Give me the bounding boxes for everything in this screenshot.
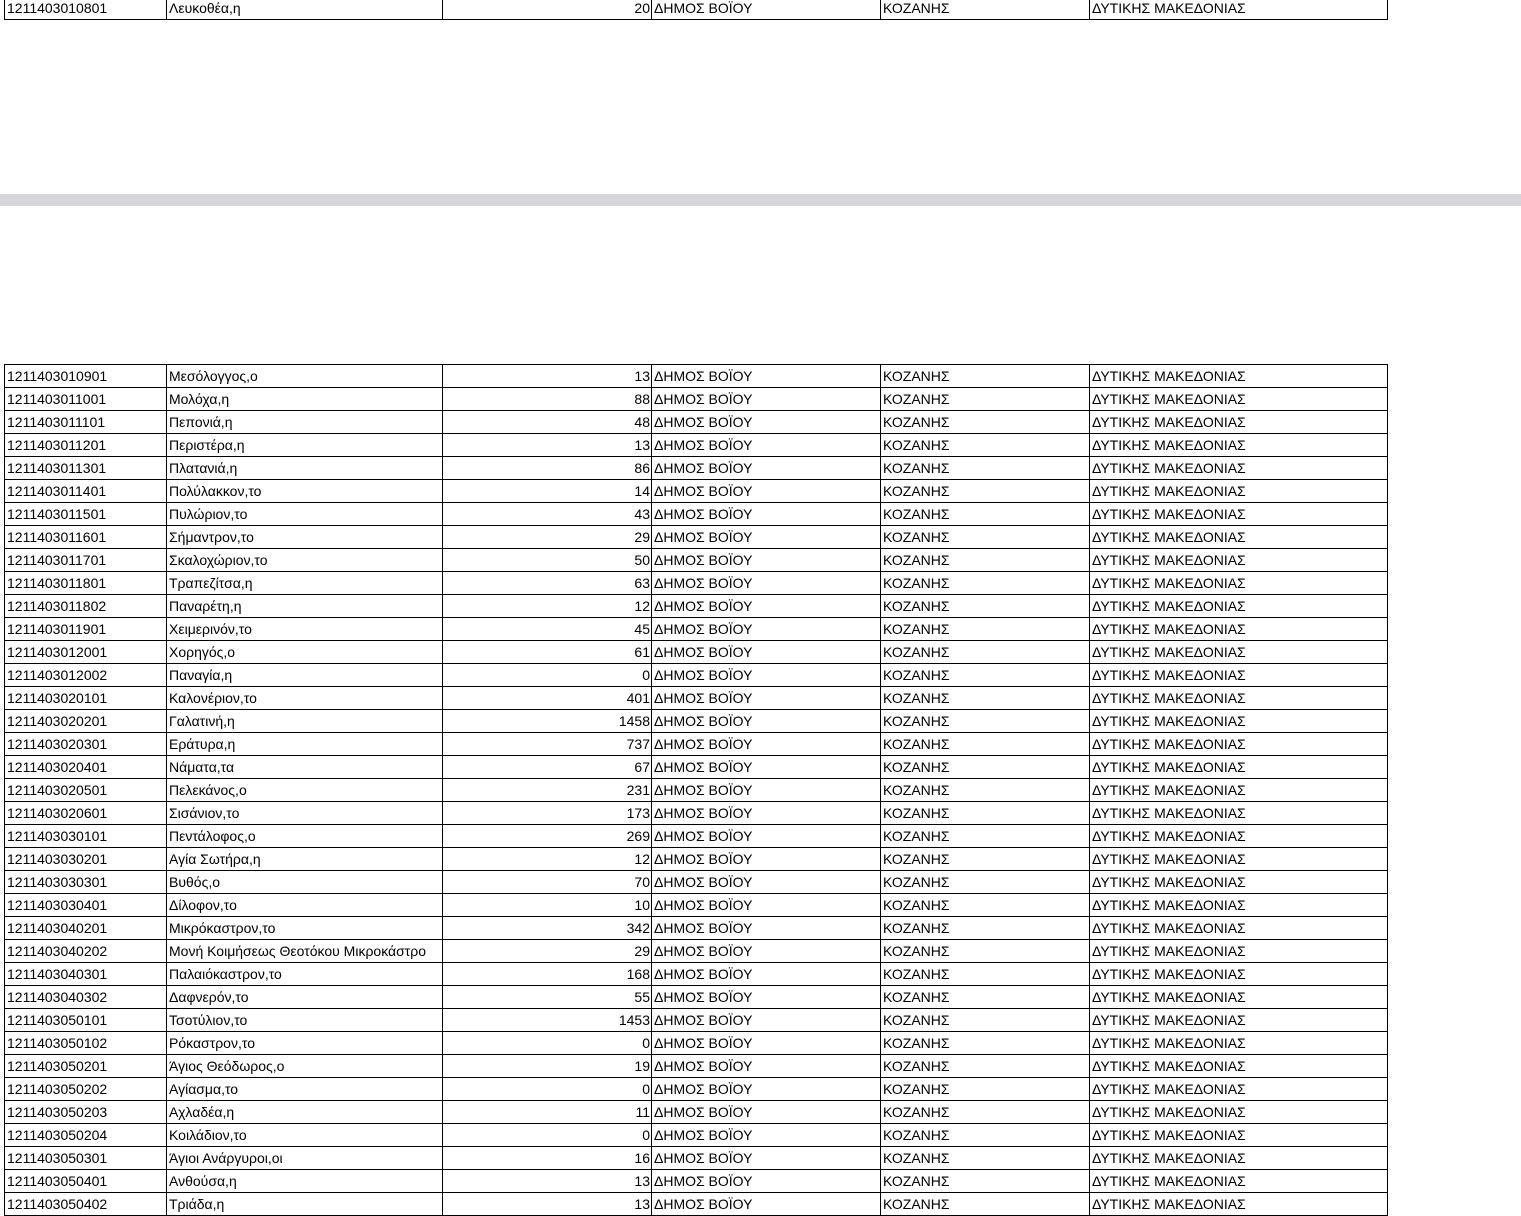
table-row [5, 549, 1388, 572]
cell-region: ΔΥΤΙΚΗΣ ΜΑΚΕΔΟΝΙΑΣ [1090, 1101, 1388, 1124]
cell-municipality: ΔΗΜΟΣ ΒΟΪΟΥ [652, 526, 881, 549]
cell-population: 50 [443, 549, 652, 572]
cell-code: 1211403050401 [5, 1170, 167, 1193]
cell-settlement: Ανθούσα,η [167, 1170, 443, 1193]
cell-population: 1458 [443, 710, 652, 733]
cell-settlement: Τσοτύλιον,το [167, 1009, 443, 1032]
table-row [5, 1124, 1388, 1147]
cell-municipality: ΔΗΜΟΣ ΒΟΪΟΥ [652, 963, 881, 986]
cell-municipality: ΔΗΜΟΣ ΒΟΪΟΥ [652, 365, 881, 388]
cell-population: 16 [443, 1147, 652, 1170]
cell-code: 1211403040201 [5, 917, 167, 940]
cell-region: ΔΥΤΙΚΗΣ ΜΑΚΕΔΟΝΙΑΣ [1090, 779, 1388, 802]
cell-region: ΔΥΤΙΚΗΣ ΜΑΚΕΔΟΝΙΑΣ [1090, 1147, 1388, 1170]
cell-population: 29 [443, 940, 652, 963]
cell-regional-unit: ΚΟΖΑΝΗΣ [881, 940, 1090, 963]
cell-settlement: Καλονέριον,το [167, 687, 443, 710]
cell-settlement: Λευκοθέα,η [167, 0, 443, 20]
cell-regional-unit: ΚΟΖΑΝΗΣ [881, 894, 1090, 917]
cell-municipality: ΔΗΜΟΣ ΒΟΪΟΥ [652, 1147, 881, 1170]
cell-population: 13 [443, 1193, 652, 1216]
page-break-divider [0, 194, 1521, 206]
cell-region: ΔΥΤΙΚΗΣ ΜΑΚΕΔΟΝΙΑΣ [1090, 733, 1388, 756]
cell-population: 231 [443, 779, 652, 802]
cell-settlement: Τριάδα,η [167, 1193, 443, 1216]
cell-settlement: Σκαλοχώριον,το [167, 549, 443, 572]
cell-municipality: ΔΗΜΟΣ ΒΟΪΟΥ [652, 595, 881, 618]
table-row [5, 1055, 1388, 1078]
cell-population: 10 [443, 894, 652, 917]
cell-code: 1211403040302 [5, 986, 167, 1009]
cell-population: 173 [443, 802, 652, 825]
cell-code: 1211403011802 [5, 595, 167, 618]
cell-population: 14 [443, 480, 652, 503]
cell-code: 1211403020301 [5, 733, 167, 756]
cell-code: 1211403050204 [5, 1124, 167, 1147]
cell-code: 1211403050402 [5, 1193, 167, 1216]
cell-population: 342 [443, 917, 652, 940]
cell-region: ΔΥΤΙΚΗΣ ΜΑΚΕΔΟΝΙΑΣ [1090, 1193, 1388, 1216]
cell-region: ΔΥΤΙΚΗΣ ΜΑΚΕΔΟΝΙΑΣ [1090, 1032, 1388, 1055]
cell-population: 61 [443, 641, 652, 664]
cell-settlement: Αγία Σωτήρα,η [167, 848, 443, 871]
cell-population: 67 [443, 756, 652, 779]
cell-regional-unit: ΚΟΖΑΝΗΣ [881, 595, 1090, 618]
cell-region: ΔΥΤΙΚΗΣ ΜΑΚΕΔΟΝΙΑΣ [1090, 1055, 1388, 1078]
cell-settlement: Δαφνερόν,το [167, 986, 443, 1009]
table-row [5, 733, 1388, 756]
table-row [5, 572, 1388, 595]
cell-municipality: ΔΗΜΟΣ ΒΟΪΟΥ [652, 1124, 881, 1147]
cell-code: 1211403050203 [5, 1101, 167, 1124]
cell-population: 13 [443, 434, 652, 457]
cell-municipality: ΔΗΜΟΣ ΒΟΪΟΥ [652, 986, 881, 1009]
cell-population: 63 [443, 572, 652, 595]
cell-municipality: ΔΗΜΟΣ ΒΟΪΟΥ [652, 940, 881, 963]
cell-regional-unit: ΚΟΖΑΝΗΣ [881, 365, 1090, 388]
cell-code: 1211403011701 [5, 549, 167, 572]
cell-municipality: ΔΗΜΟΣ ΒΟΪΟΥ [652, 434, 881, 457]
cell-population: 29 [443, 526, 652, 549]
cell-settlement: Άγιος Θεόδωρος,ο [167, 1055, 443, 1078]
cell-region: ΔΥΤΙΚΗΣ ΜΑΚΕΔΟΝΙΑΣ [1090, 411, 1388, 434]
cell-region: ΔΥΤΙΚΗΣ ΜΑΚΕΔΟΝΙΑΣ [1090, 0, 1388, 20]
cell-settlement: Πεπονιά,η [167, 411, 443, 434]
cell-settlement: Μολόχα,η [167, 388, 443, 411]
cell-settlement: Πελεκάνος,ο [167, 779, 443, 802]
cell-regional-unit: ΚΟΖΑΝΗΣ [881, 825, 1090, 848]
table-row [5, 756, 1388, 779]
cell-municipality: ΔΗΜΟΣ ΒΟΪΟΥ [652, 1078, 881, 1101]
cell-population: 0 [443, 1124, 652, 1147]
cell-code: 1211403011901 [5, 618, 167, 641]
cell-regional-unit: ΚΟΖΑΝΗΣ [881, 1101, 1090, 1124]
cell-regional-unit: ΚΟΖΑΝΗΣ [881, 1078, 1090, 1101]
cell-settlement: Αχλαδέα,η [167, 1101, 443, 1124]
cell-settlement: Χορηγός,ο [167, 641, 443, 664]
table-row [5, 480, 1388, 503]
main-page-table [4, 364, 1388, 1216]
cell-regional-unit: ΚΟΖΑΝΗΣ [881, 411, 1090, 434]
cell-code: 1211403011201 [5, 434, 167, 457]
cell-municipality: ΔΗΜΟΣ ΒΟΪΟΥ [652, 641, 881, 664]
cell-region: ΔΥΤΙΚΗΣ ΜΑΚΕΔΟΝΙΑΣ [1090, 871, 1388, 894]
cell-settlement: Άγιοι Ανάργυροι,οι [167, 1147, 443, 1170]
cell-regional-unit: ΚΟΖΑΝΗΣ [881, 871, 1090, 894]
cell-municipality: ΔΗΜΟΣ ΒΟΪΟΥ [652, 825, 881, 848]
cell-municipality: ΔΗΜΟΣ ΒΟΪΟΥ [652, 549, 881, 572]
table-row [5, 894, 1388, 917]
cell-settlement: Σήμαντρον,το [167, 526, 443, 549]
cell-municipality: ΔΗΜΟΣ ΒΟΪΟΥ [652, 1009, 881, 1032]
cell-region: ΔΥΤΙΚΗΣ ΜΑΚΕΔΟΝΙΑΣ [1090, 1170, 1388, 1193]
table-row [5, 963, 1388, 986]
cell-municipality: ΔΗΜΟΣ ΒΟΪΟΥ [652, 802, 881, 825]
cell-code: 1211403011001 [5, 388, 167, 411]
cell-settlement: Παναγία,η [167, 664, 443, 687]
cell-municipality: ΔΗΜΟΣ ΒΟΪΟΥ [652, 1170, 881, 1193]
cell-population: 13 [443, 365, 652, 388]
cell-municipality: ΔΗΜΟΣ ΒΟΪΟΥ [652, 480, 881, 503]
cell-code: 1211403050301 [5, 1147, 167, 1170]
cell-population: 168 [443, 963, 652, 986]
cell-code: 1211403020401 [5, 756, 167, 779]
cell-region: ΔΥΤΙΚΗΣ ΜΑΚΕΔΟΝΙΑΣ [1090, 802, 1388, 825]
cell-code: 1211403012001 [5, 641, 167, 664]
cell-code: 1211403012002 [5, 664, 167, 687]
cell-regional-unit: ΚΟΖΑΝΗΣ [881, 480, 1090, 503]
cell-region: ΔΥΤΙΚΗΣ ΜΑΚΕΔΟΝΙΑΣ [1090, 710, 1388, 733]
cell-region: ΔΥΤΙΚΗΣ ΜΑΚΕΔΟΝΙΑΣ [1090, 687, 1388, 710]
cell-settlement: Δίλοφον,το [167, 894, 443, 917]
cell-population: 12 [443, 595, 652, 618]
table-row [5, 526, 1388, 549]
cell-municipality: ΔΗΜΟΣ ΒΟΪΟΥ [652, 457, 881, 480]
cell-code: 1211403011301 [5, 457, 167, 480]
table-row [5, 0, 1388, 20]
table-row [5, 848, 1388, 871]
cell-population: 13 [443, 1170, 652, 1193]
cell-population: 19 [443, 1055, 652, 1078]
cell-settlement: Γαλατινή,η [167, 710, 443, 733]
cell-code: 1211403020501 [5, 779, 167, 802]
cell-municipality: ΔΗΜΟΣ ΒΟΪΟΥ [652, 0, 881, 20]
cell-region: ΔΥΤΙΚΗΣ ΜΑΚΕΔΟΝΙΑΣ [1090, 503, 1388, 526]
cell-code: 1211403010901 [5, 365, 167, 388]
cell-regional-unit: ΚΟΖΑΝΗΣ [881, 434, 1090, 457]
cell-regional-unit: ΚΟΖΑΝΗΣ [881, 963, 1090, 986]
cell-population: 0 [443, 1032, 652, 1055]
cell-region: ΔΥΤΙΚΗΣ ΜΑΚΕΔΟΝΙΑΣ [1090, 434, 1388, 457]
cell-settlement: Περιστέρα,η [167, 434, 443, 457]
cell-region: ΔΥΤΙΚΗΣ ΜΑΚΕΔΟΝΙΑΣ [1090, 365, 1388, 388]
cell-regional-unit: ΚΟΖΑΝΗΣ [881, 710, 1090, 733]
cell-municipality: ΔΗΜΟΣ ΒΟΪΟΥ [652, 756, 881, 779]
cell-regional-unit: ΚΟΖΑΝΗΣ [881, 1055, 1090, 1078]
cell-region: ΔΥΤΙΚΗΣ ΜΑΚΕΔΟΝΙΑΣ [1090, 917, 1388, 940]
table-row [5, 434, 1388, 457]
cell-population: 269 [443, 825, 652, 848]
cell-settlement: Νάματα,τα [167, 756, 443, 779]
cell-regional-unit: ΚΟΖΑΝΗΣ [881, 641, 1090, 664]
cell-region: ΔΥΤΙΚΗΣ ΜΑΚΕΔΟΝΙΑΣ [1090, 526, 1388, 549]
cell-region: ΔΥΤΙΚΗΣ ΜΑΚΕΔΟΝΙΑΣ [1090, 963, 1388, 986]
cell-code: 1211403030401 [5, 894, 167, 917]
table-row [5, 503, 1388, 526]
cell-municipality: ΔΗΜΟΣ ΒΟΪΟΥ [652, 1032, 881, 1055]
cell-regional-unit: ΚΟΖΑΝΗΣ [881, 1009, 1090, 1032]
cell-regional-unit: ΚΟΖΑΝΗΣ [881, 733, 1090, 756]
cell-population: 401 [443, 687, 652, 710]
cell-municipality: ΔΗΜΟΣ ΒΟΪΟΥ [652, 779, 881, 802]
cell-population: 86 [443, 457, 652, 480]
cell-region: ΔΥΤΙΚΗΣ ΜΑΚΕΔΟΝΙΑΣ [1090, 1009, 1388, 1032]
cell-region: ΔΥΤΙΚΗΣ ΜΑΚΕΔΟΝΙΑΣ [1090, 618, 1388, 641]
cell-regional-unit: ΚΟΖΑΝΗΣ [881, 572, 1090, 595]
cell-population: 20 [443, 0, 652, 20]
cell-settlement: Παλαιόκαστρον,το [167, 963, 443, 986]
cell-regional-unit: ΚΟΖΑΝΗΣ [881, 779, 1090, 802]
cell-regional-unit: ΚΟΖΑΝΗΣ [881, 1124, 1090, 1147]
table-row [5, 940, 1388, 963]
cell-settlement: Βυθός,ο [167, 871, 443, 894]
cell-municipality: ΔΗΜΟΣ ΒΟΪΟΥ [652, 618, 881, 641]
table-row [5, 871, 1388, 894]
cell-code: 1211403011401 [5, 480, 167, 503]
cell-municipality: ΔΗΜΟΣ ΒΟΪΟΥ [652, 871, 881, 894]
table-row [5, 986, 1388, 1009]
cell-region: ΔΥΤΙΚΗΣ ΜΑΚΕΔΟΝΙΑΣ [1090, 664, 1388, 687]
cell-settlement: Κοιλάδιον,το [167, 1124, 443, 1147]
cell-settlement: Μονή Κοιμήσεως Θεοτόκου Μικροκάστρο [167, 940, 443, 963]
cell-settlement: Πλατανιά,η [167, 457, 443, 480]
table-row [5, 618, 1388, 641]
cell-code: 1211403011501 [5, 503, 167, 526]
table-row [5, 595, 1388, 618]
cell-regional-unit: ΚΟΖΑΝΗΣ [881, 1170, 1090, 1193]
cell-region: ΔΥΤΙΚΗΣ ΜΑΚΕΔΟΝΙΑΣ [1090, 572, 1388, 595]
cell-population: 70 [443, 871, 652, 894]
cell-code: 1211403020201 [5, 710, 167, 733]
cell-municipality: ΔΗΜΟΣ ΒΟΪΟΥ [652, 572, 881, 595]
table-row [5, 1147, 1388, 1170]
table-row [5, 1032, 1388, 1055]
cell-population: 88 [443, 388, 652, 411]
cell-municipality: ΔΗΜΟΣ ΒΟΪΟΥ [652, 411, 881, 434]
cell-municipality: ΔΗΜΟΣ ΒΟΪΟΥ [652, 664, 881, 687]
cell-settlement: Ρόκαστρον,το [167, 1032, 443, 1055]
cell-settlement: Μεσόλογγος,ο [167, 365, 443, 388]
cell-regional-unit: ΚΟΖΑΝΗΣ [881, 618, 1090, 641]
cell-population: 0 [443, 664, 652, 687]
cell-population: 0 [443, 1078, 652, 1101]
cell-regional-unit: ΚΟΖΑΝΗΣ [881, 388, 1090, 411]
cell-code: 1211403040202 [5, 940, 167, 963]
cell-region: ΔΥΤΙΚΗΣ ΜΑΚΕΔΟΝΙΑΣ [1090, 986, 1388, 1009]
cell-code: 1211403040301 [5, 963, 167, 986]
cell-settlement: Αγίασμα,το [167, 1078, 443, 1101]
cell-regional-unit: ΚΟΖΑΝΗΣ [881, 457, 1090, 480]
cell-settlement: Πυλώριον,το [167, 503, 443, 526]
cell-population: 11 [443, 1101, 652, 1124]
cell-population: 12 [443, 848, 652, 871]
cell-region: ΔΥΤΙΚΗΣ ΜΑΚΕΔΟΝΙΑΣ [1090, 825, 1388, 848]
cell-region: ΔΥΤΙΚΗΣ ΜΑΚΕΔΟΝΙΑΣ [1090, 480, 1388, 503]
table-row [5, 917, 1388, 940]
top-page-table [4, 0, 1388, 20]
table-row [5, 641, 1388, 664]
cell-settlement: Μικρόκαστρον,το [167, 917, 443, 940]
cell-region: ΔΥΤΙΚΗΣ ΜΑΚΕΔΟΝΙΑΣ [1090, 940, 1388, 963]
cell-regional-unit: ΚΟΖΑΝΗΣ [881, 802, 1090, 825]
cell-regional-unit: ΚΟΖΑΝΗΣ [881, 1193, 1090, 1216]
cell-code: 1211403030101 [5, 825, 167, 848]
table-row [5, 1009, 1388, 1032]
cell-regional-unit: ΚΟΖΑΝΗΣ [881, 503, 1090, 526]
cell-code: 1211403030201 [5, 848, 167, 871]
cell-code: 1211403010801 [5, 0, 167, 20]
table-row [5, 365, 1388, 388]
cell-region: ΔΥΤΙΚΗΣ ΜΑΚΕΔΟΝΙΑΣ [1090, 641, 1388, 664]
table-row [5, 710, 1388, 733]
cell-code: 1211403050102 [5, 1032, 167, 1055]
cell-regional-unit: ΚΟΖΑΝΗΣ [881, 549, 1090, 572]
table-row [5, 664, 1388, 687]
table-row [5, 825, 1388, 848]
table-row [5, 1170, 1388, 1193]
cell-settlement: Τραπεζίτσα,η [167, 572, 443, 595]
cell-region: ΔΥΤΙΚΗΣ ΜΑΚΕΔΟΝΙΑΣ [1090, 549, 1388, 572]
cell-municipality: ΔΗΜΟΣ ΒΟΪΟΥ [652, 1101, 881, 1124]
cell-code: 1211403020601 [5, 802, 167, 825]
cell-regional-unit: ΚΟΖΑΝΗΣ [881, 0, 1090, 20]
cell-code: 1211403050201 [5, 1055, 167, 1078]
cell-region: ΔΥΤΙΚΗΣ ΜΑΚΕΔΟΝΙΑΣ [1090, 894, 1388, 917]
cell-municipality: ΔΗΜΟΣ ΒΟΪΟΥ [652, 848, 881, 871]
cell-settlement: Χειμερινόν,το [167, 618, 443, 641]
cell-regional-unit: ΚΟΖΑΝΗΣ [881, 526, 1090, 549]
cell-region: ΔΥΤΙΚΗΣ ΜΑΚΕΔΟΝΙΑΣ [1090, 848, 1388, 871]
cell-municipality: ΔΗΜΟΣ ΒΟΪΟΥ [652, 388, 881, 411]
cell-region: ΔΥΤΙΚΗΣ ΜΑΚΕΔΟΝΙΑΣ [1090, 1124, 1388, 1147]
cell-region: ΔΥΤΙΚΗΣ ΜΑΚΕΔΟΝΙΑΣ [1090, 388, 1388, 411]
cell-settlement: Εράτυρα,η [167, 733, 443, 756]
cell-municipality: ΔΗΜΟΣ ΒΟΪΟΥ [652, 733, 881, 756]
cell-regional-unit: ΚΟΖΑΝΗΣ [881, 687, 1090, 710]
table-row [5, 779, 1388, 802]
table-row [5, 1101, 1388, 1124]
table-row [5, 1078, 1388, 1101]
cell-code: 1211403011101 [5, 411, 167, 434]
table-row [5, 388, 1388, 411]
table-row [5, 802, 1388, 825]
cell-code: 1211403020101 [5, 687, 167, 710]
cell-regional-unit: ΚΟΖΑΝΗΣ [881, 848, 1090, 871]
cell-population: 737 [443, 733, 652, 756]
cell-regional-unit: ΚΟΖΑΝΗΣ [881, 986, 1090, 1009]
cell-region: ΔΥΤΙΚΗΣ ΜΑΚΕΔΟΝΙΑΣ [1090, 1078, 1388, 1101]
cell-municipality: ΔΗΜΟΣ ΒΟΪΟΥ [652, 1193, 881, 1216]
cell-settlement: Πολύλακκον,το [167, 480, 443, 503]
cell-code: 1211403030301 [5, 871, 167, 894]
cell-municipality: ΔΗΜΟΣ ΒΟΪΟΥ [652, 894, 881, 917]
cell-municipality: ΔΗΜΟΣ ΒΟΪΟΥ [652, 1055, 881, 1078]
table-row [5, 1193, 1388, 1216]
table-row [5, 411, 1388, 434]
cell-population: 43 [443, 503, 652, 526]
cell-region: ΔΥΤΙΚΗΣ ΜΑΚΕΔΟΝΙΑΣ [1090, 457, 1388, 480]
cell-regional-unit: ΚΟΖΑΝΗΣ [881, 1032, 1090, 1055]
cell-population: 45 [443, 618, 652, 641]
cell-regional-unit: ΚΟΖΑΝΗΣ [881, 1147, 1090, 1170]
cell-municipality: ΔΗΜΟΣ ΒΟΪΟΥ [652, 710, 881, 733]
cell-code: 1211403050101 [5, 1009, 167, 1032]
cell-regional-unit: ΚΟΖΑΝΗΣ [881, 664, 1090, 687]
table-row [5, 687, 1388, 710]
cell-settlement: Πεντάλοφος,ο [167, 825, 443, 848]
cell-regional-unit: ΚΟΖΑΝΗΣ [881, 917, 1090, 940]
cell-region: ΔΥΤΙΚΗΣ ΜΑΚΕΔΟΝΙΑΣ [1090, 595, 1388, 618]
cell-code: 1211403011801 [5, 572, 167, 595]
cell-population: 55 [443, 986, 652, 1009]
cell-settlement: Σισάνιον,το [167, 802, 443, 825]
cell-population: 48 [443, 411, 652, 434]
cell-regional-unit: ΚΟΖΑΝΗΣ [881, 756, 1090, 779]
cell-municipality: ΔΗΜΟΣ ΒΟΪΟΥ [652, 687, 881, 710]
cell-region: ΔΥΤΙΚΗΣ ΜΑΚΕΔΟΝΙΑΣ [1090, 756, 1388, 779]
cell-code: 1211403011601 [5, 526, 167, 549]
cell-code: 1211403050202 [5, 1078, 167, 1101]
cell-population: 1453 [443, 1009, 652, 1032]
cell-settlement: Παναρέτη,η [167, 595, 443, 618]
cell-municipality: ΔΗΜΟΣ ΒΟΪΟΥ [652, 503, 881, 526]
table-row [5, 457, 1388, 480]
cell-municipality: ΔΗΜΟΣ ΒΟΪΟΥ [652, 917, 881, 940]
